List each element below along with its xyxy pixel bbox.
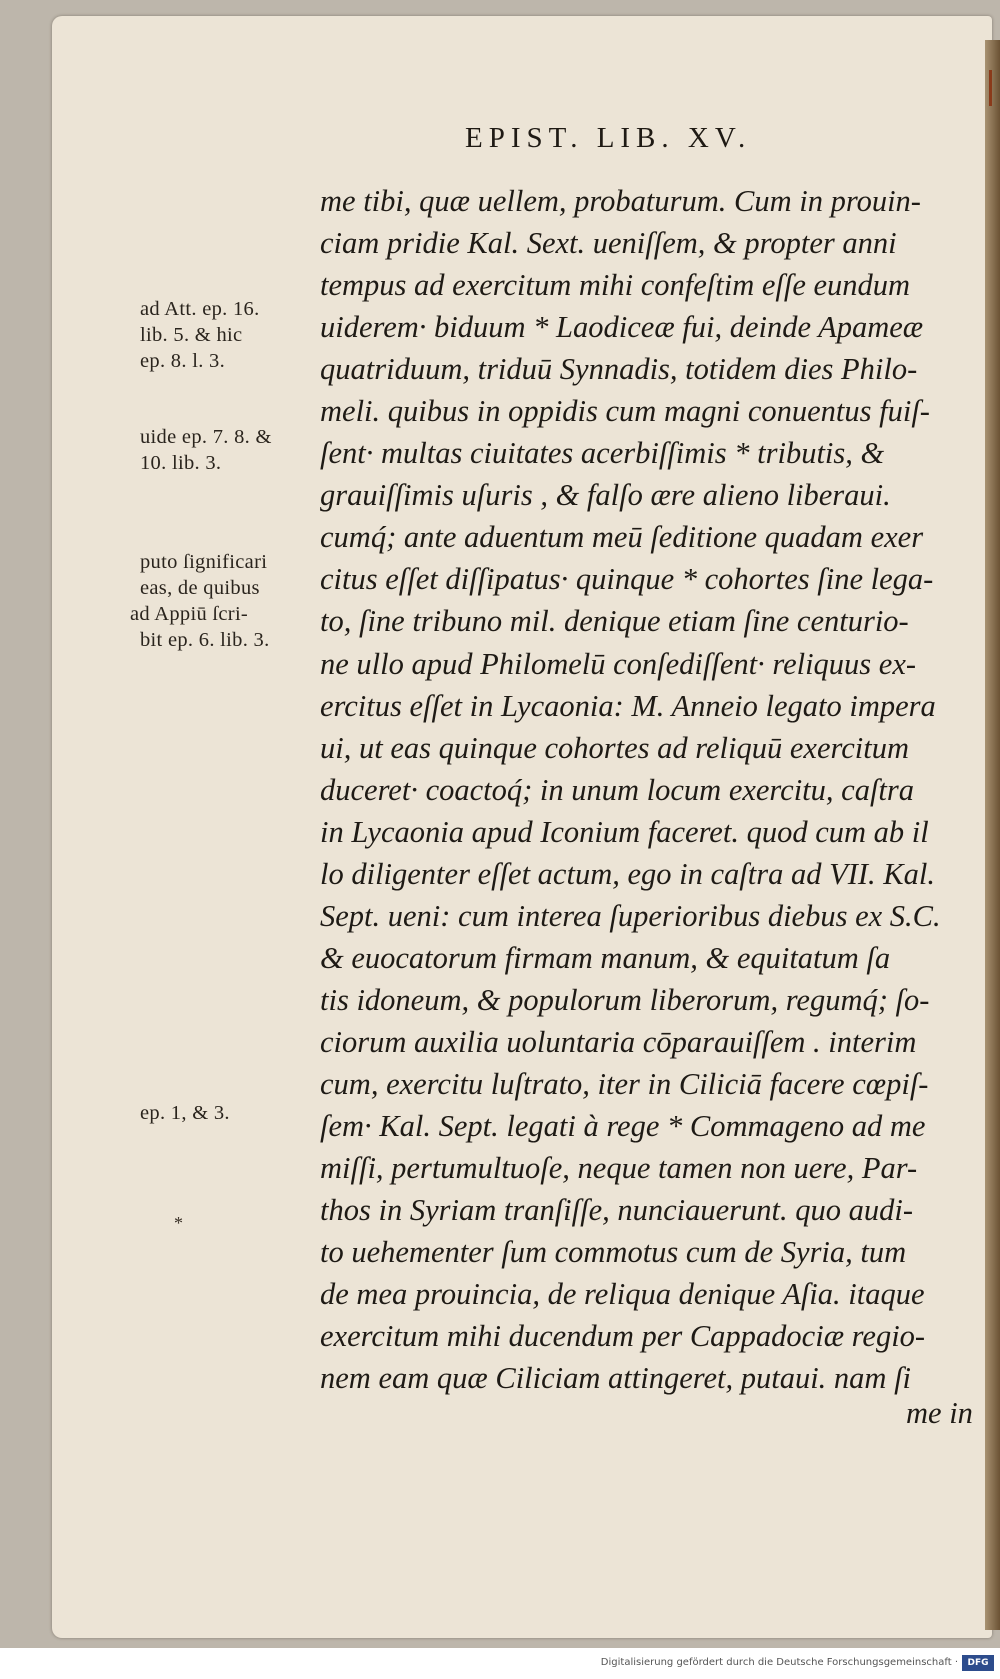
text-line: grauiſſimis uſuris , & falſo ære alieno liberaui. [320, 478, 891, 513]
footer-bar [0, 1648, 1000, 1679]
margin-note [130, 549, 270, 653]
text-line: in Lycaonia apud Iconium faceret. quod cum ab il [320, 814, 929, 849]
margin-note-line: eas, de quibus [140, 577, 260, 599]
text-line: meli. quibus in oppidis cum magni conuentus fuiſ- [320, 394, 930, 429]
text-line: me tibi, quæ uellem, probaturum. Cum in prouin- [320, 184, 921, 218]
margin-note-line: ep. 8. l. 3. [140, 350, 226, 372]
text-line: Sept. ueni: cum interea ſuperioribus diebus ex S.C. [320, 898, 941, 933]
text-line: exercitum mihi ducendum per Cappadociæ regio- [320, 1319, 926, 1354]
text-line: thos in Syriam tranſiſſe, nunciauerunt. quo audi- [320, 1193, 914, 1228]
text-line: ui, ut eas quinque cohortes ad reliquū exercitum [320, 730, 909, 765]
text-line: ciam pridie Kal. Sext. ueniſſem, & propter anni [320, 226, 897, 261]
text-line: nem eam quæ Ciliciam attingeret, putaui. nam ſi [320, 1361, 912, 1396]
text-line: tis idoneum, & populorum liberorum, regumq́; ſo- [320, 982, 930, 1017]
text-line: to uehementer ſum commotus cum de Syria, tum [320, 1235, 907, 1270]
edge-mark [989, 70, 992, 106]
catchword: me in [906, 1396, 973, 1430]
running-head: EPIST. LIB. XV. [465, 122, 752, 154]
text-line: & euocatorum firmam manum, & equitatum ſa [320, 940, 891, 975]
margin-note [140, 424, 272, 476]
margin-note-line: bit ep. 6. lib. 3. [140, 629, 270, 651]
text-line: miſſi, pertumultuoſe, neque tamen non uere, Par- [320, 1151, 918, 1186]
text-line: cum, exercitu luſtrato, iter in Ciliciā facere cœpiſ- [320, 1066, 929, 1101]
text-line: quatriduum, triduū Synnadis, totidem dies Philo- [320, 352, 918, 387]
dfg-logo: DFG [962, 1655, 994, 1671]
text-line: ne ullo apud Philomelū conſediſſent· reliquus ex- [320, 646, 917, 681]
margin-note [140, 1100, 230, 1126]
margin-symbol: * [174, 1213, 183, 1233]
text-line: lo diligenter eſſet actum, ego in caſtra ad VII. Kal. [320, 856, 935, 891]
margin-note-line: 10. lib. 3. [140, 452, 222, 474]
footer-credit: Digitalisierung gefördert durch die Deutsche Forschungsgemeinschaft · [600, 1657, 958, 1668]
margin-note-line: lib. 5. & hic [140, 324, 243, 346]
text-line: citus eſſet diſſipatus· quinque * cohortes ſine lega- [320, 562, 934, 597]
text-line: duceret· coactoq́; in unum locum exercitu, caſtra [320, 772, 915, 807]
text-line: tempus ad exercitum mihi confeſtim eſſe eundum [320, 268, 911, 303]
margin-note-line: ad Appiū ſcri- [130, 603, 249, 625]
margin-note-line: ad Att. ep. 16. [140, 298, 260, 320]
text-line: de mea prouincia, de reliqua denique Aſia. itaque [320, 1277, 925, 1312]
margin-note [140, 296, 260, 374]
text-line: cumq́; ante aduentum meū ſeditione quadam exer [320, 520, 924, 555]
text-line: ercitus eſſet in Lycaonia: M. Anneio legato impera [320, 688, 936, 723]
margin-note-line: uide ep. 7. 8. & [140, 426, 272, 448]
text-line: uiderem· biduum * Laodiceæ fui, deinde Apameæ [320, 310, 924, 345]
text-line: ciorum auxilia uoluntaria cōparauiſſem . interim [320, 1024, 917, 1059]
text-line: ſem· Kal. Sept. legati à rege * Commageno ad me [320, 1109, 926, 1144]
margin-note-line: puto ſignificari [140, 551, 268, 573]
margin-note-line: ep. 1, & 3. [140, 1102, 230, 1124]
text-line: ſent· multas ciuitates acerbiſſimis * tributis, & [320, 436, 885, 471]
body-text [320, 180, 1000, 1399]
text-line: to, ſine tribuno mil. denique etiam ſine centurio- [320, 604, 909, 639]
